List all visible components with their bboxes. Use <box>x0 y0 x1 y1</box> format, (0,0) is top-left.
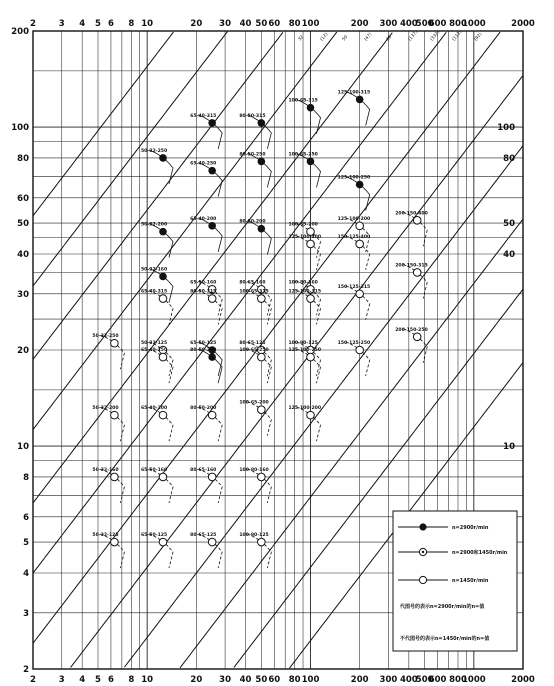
x-tick-label-bottom: 300 <box>379 675 398 685</box>
x-tick-label-bottom: 2 <box>30 675 36 685</box>
x-tick-label-top: 20 <box>190 19 203 29</box>
pump-point-open <box>159 473 167 481</box>
x-tick-label-bottom: 6 <box>107 675 114 685</box>
pump-point-label: 65-40-250 <box>140 348 168 354</box>
pump-point-open <box>159 353 167 361</box>
pump-point-open <box>208 538 216 546</box>
x-tick-label-bottom: 30 <box>219 675 232 685</box>
pump-point-label: 125-100-400 <box>288 234 322 240</box>
pump-point-label: 80-50-315 <box>239 113 266 119</box>
pump-point-label: 80-50-200 <box>239 219 266 225</box>
pump-point-open <box>356 290 364 298</box>
x-tick-label-bottom: 50 <box>255 675 268 685</box>
pump-point-label: 80-50-315 <box>190 289 217 295</box>
legend-marker-dotted-center <box>422 551 424 553</box>
pump-point-filled <box>159 228 167 236</box>
pump-point-label: 150-125-400 <box>337 234 371 240</box>
x-tick-label-top: 10 <box>141 19 154 29</box>
pump-point-label: 50-32-200 <box>140 222 168 228</box>
pump-point-open <box>208 295 216 303</box>
pump-point-label: 200-150-400 <box>395 211 428 217</box>
x-tick-label-top: 2000 <box>511 19 535 29</box>
pump-point-label: 50-32-160 <box>92 467 119 473</box>
pump-point-label: 150-125-250 <box>337 341 371 346</box>
y-tick-label-left: 2 <box>23 665 29 675</box>
y-tick-label-left: 5 <box>23 538 29 549</box>
x-tick-label-bottom: 100 <box>301 675 320 685</box>
pump-point-filled <box>307 104 315 112</box>
pump-point-open <box>307 411 315 419</box>
pump-point-filled <box>159 273 167 281</box>
x-tick-label-bottom: 8 <box>128 675 135 685</box>
pump-point-open <box>159 295 167 303</box>
pump-point-open <box>159 538 167 546</box>
pump-point-open <box>208 411 216 419</box>
y-tick-label-left: 30 <box>17 289 29 300</box>
x-tick-label-top: 400 <box>399 19 418 29</box>
y-tick-label-left: 80 <box>17 153 29 164</box>
pump-point-label: 65-50-125 <box>140 533 168 539</box>
x-tick-label-top: 30 <box>219 19 232 29</box>
y-tick-label-right: 40 <box>503 249 515 260</box>
pump-point-label: 80-50-250 <box>190 348 217 354</box>
pump-point-label: 100-65-200 <box>239 400 269 406</box>
pump-point-label: 80-65-125 <box>190 533 217 539</box>
pump-point-open <box>356 222 364 230</box>
efficiency-line-label: (47) <box>363 32 374 43</box>
pump-point-label: 200-150-250 <box>395 327 428 333</box>
y-tick-label-left: 6 <box>23 512 29 523</box>
pump-point-label: 125-100-315 <box>288 289 322 295</box>
efficiency-line-label: 50 <box>341 34 350 43</box>
pump-point-label: 100-65-315 <box>239 289 269 295</box>
x-tick-label-bottom: 4 <box>79 675 86 685</box>
x-tick-label-bottom: 600 <box>428 675 447 685</box>
pump-point-filled <box>307 158 315 166</box>
x-tick-label-bottom: 60 <box>268 675 281 685</box>
pump-point-label: 50-32-250 <box>140 148 168 154</box>
x-tick-label-top: 40 <box>239 19 252 29</box>
legend-marker-filled <box>419 523 426 530</box>
x-tick-label-top: 8 <box>128 19 135 29</box>
x-tick-label-top: 50 <box>255 19 268 29</box>
pump-point-open <box>356 346 364 354</box>
pump-point-label: 125-100-200 <box>288 406 322 412</box>
x-tick-label-top: 500 <box>415 19 434 29</box>
pump-point-filled <box>258 158 266 166</box>
y-tick-label-right: 10 <box>503 442 515 453</box>
efficiency-line-label: 80 <box>385 34 394 43</box>
efficiency-line-label: (332) <box>429 30 442 43</box>
x-tick-label-bottom: 3 <box>58 675 65 685</box>
pump-point-label: 80-65-160 <box>239 280 266 286</box>
x-tick-label-bottom: 2000 <box>511 675 535 685</box>
pump-point-label: 50-32-160 <box>140 267 168 273</box>
legend-note-1: 代图号的表示n=2900r/min的n=值 <box>400 604 485 610</box>
pump-point-open <box>258 353 266 361</box>
y-tick-label-right: 80 <box>503 153 515 164</box>
x-tick-label-top: 3 <box>58 19 65 29</box>
x-tick-label-top: 6 <box>107 19 114 29</box>
y-tick-label-left: 40 <box>17 249 29 260</box>
pump-point-open <box>413 333 421 341</box>
pump-point-label: 65-40-200 <box>190 216 217 222</box>
pump-point-open <box>413 269 421 277</box>
x-tick-label-top: 4 <box>79 19 86 29</box>
pump-point-label: 150-125-315 <box>337 284 371 290</box>
x-tick-label-top: 60 <box>268 19 281 29</box>
x-tick-label-bottom: 20 <box>190 675 203 685</box>
x-tick-label-bottom: 1000 <box>461 675 486 685</box>
y-tick-label-left: 100 <box>11 123 29 134</box>
pump-point-label: 125-100-200 <box>337 216 371 222</box>
pump-point-open <box>307 240 315 248</box>
pump-point-label: 125-100-250 <box>288 348 322 354</box>
x-tick-label-bottom: 5 <box>95 675 101 685</box>
x-tick-label-top: 80 <box>288 19 301 29</box>
pump-point-filled <box>208 167 216 175</box>
legend-label-open: n=1450r/min <box>452 578 489 584</box>
x-tick-label-top: 600 <box>428 19 447 29</box>
pump-point-label: 65-50-160 <box>190 280 217 286</box>
pump-point-filled <box>159 154 167 162</box>
legend-marker-open <box>419 576 426 583</box>
x-tick-label-top: 5 <box>95 19 101 29</box>
pump-point-label: 80-50-200 <box>190 406 217 412</box>
pump-point-open <box>258 406 266 414</box>
pump-point-filled <box>208 353 216 361</box>
pump-point-filled <box>208 119 216 127</box>
pump-point-label: 100-80-160 <box>239 467 269 473</box>
pump-point-open <box>307 353 315 361</box>
legend <box>393 511 517 651</box>
pump-point-label: 65-50-160 <box>140 467 168 473</box>
y-tick-label-left: 200 <box>11 27 29 37</box>
pump-point-label: 100-80-125 <box>288 341 318 346</box>
pump-point-open <box>111 339 119 347</box>
pump-point-open <box>208 473 216 481</box>
x-tick-label-bottom: 400 <box>399 675 418 685</box>
pump-point-label: 50-32-125 <box>140 341 168 346</box>
x-tick-label-bottom: 80 <box>288 675 301 685</box>
y-tick-label-left: 50 <box>17 219 29 230</box>
pump-point-label: 50-32-125 <box>92 533 119 539</box>
pump-point-label: 100-80-160 <box>288 280 318 286</box>
efficiency-line-label: (112) <box>451 30 464 43</box>
pump-point-filled <box>258 225 266 233</box>
pump-point-label: 125-100-315 <box>337 90 371 96</box>
pump-point-label: 65-50-125 <box>190 341 217 346</box>
pump-point-label: 100-65-250 <box>239 348 269 354</box>
efficiency-line-label: (137) <box>407 30 420 43</box>
pump-point-open <box>258 538 266 546</box>
legend-note-2: 不代图号的表示n=1450r/min的n=值 <box>400 636 490 642</box>
pump-point-label: 100-65-315 <box>288 98 318 104</box>
legend-label-dotted: n=2900和1450r/min <box>452 550 508 556</box>
y-tick-label-left: 60 <box>17 193 29 204</box>
pump-point-label: 50-32-200 <box>92 406 119 412</box>
y-tick-label-left: 4 <box>23 568 29 579</box>
pump-point-label: 65-40-250 <box>190 161 217 167</box>
pump-point-open <box>307 295 315 303</box>
pump-point-filled <box>356 181 364 189</box>
pump-point-label: 100-65-200 <box>288 222 318 228</box>
pump-point-label: 80-50-250 <box>239 152 266 158</box>
x-tick-label-top: 2 <box>30 19 36 29</box>
pump-point-open <box>111 411 119 419</box>
pump-point-label: 200-150-315 <box>395 263 428 269</box>
y-tick-label-left: 3 <box>23 608 29 619</box>
x-tick-label-bottom: 10 <box>141 675 154 685</box>
y-tick-label-right: 50 <box>503 219 515 230</box>
x-tick-label-top: 800 <box>449 19 467 29</box>
pump-point-label: 80-65-125 <box>239 341 266 346</box>
pump-point-label: 65-40-315 <box>140 289 168 295</box>
y-tick-label-left: 8 <box>23 472 29 483</box>
y-tick-label-left: 10 <box>17 442 29 453</box>
efficiency-line-label: (12) <box>319 32 330 43</box>
pump-point-open <box>111 473 119 481</box>
efficiency-line-label: 32 <box>297 34 306 43</box>
pump-point-open <box>159 411 167 419</box>
pump-point-filled <box>356 96 364 104</box>
pump-point-open <box>258 295 266 303</box>
pump-point-label: 100-80-125 <box>239 533 269 539</box>
x-tick-label-bottom: 40 <box>239 675 252 685</box>
efficiency-line-label: (92) <box>473 32 484 43</box>
pump-point-filled <box>258 119 266 127</box>
y-tick-label-left: 20 <box>17 346 29 356</box>
pump-point-label: 65-40-200 <box>140 406 168 412</box>
x-tick-label-top: 1000 <box>461 19 486 29</box>
x-tick-label-bottom: 200 <box>350 675 369 685</box>
x-tick-label-bottom: 800 <box>449 675 467 685</box>
pump-point-open <box>356 240 364 248</box>
legend-label-filled: n=2900r/min <box>452 525 489 531</box>
pump-point-filled <box>208 222 216 230</box>
x-tick-label-top: 200 <box>350 19 369 29</box>
y-tick-label-right: 100 <box>497 123 515 134</box>
pump-point-label: 100-65-250 <box>288 152 318 158</box>
x-tick-label-top: 300 <box>379 19 398 29</box>
pump-point-open <box>413 217 421 225</box>
x-tick-label-bottom: 500 <box>415 675 434 685</box>
x-tick-label-top: 100 <box>301 19 320 29</box>
pump-point-label: 50-32-250 <box>92 334 119 340</box>
pump-point-open <box>258 473 266 481</box>
pump-point-label: 65-40-315 <box>190 113 217 119</box>
pump-point-label: 80-65-160 <box>190 467 217 473</box>
pump-point-label: 125-100-250 <box>337 175 371 181</box>
pump-point-open <box>111 538 119 546</box>
